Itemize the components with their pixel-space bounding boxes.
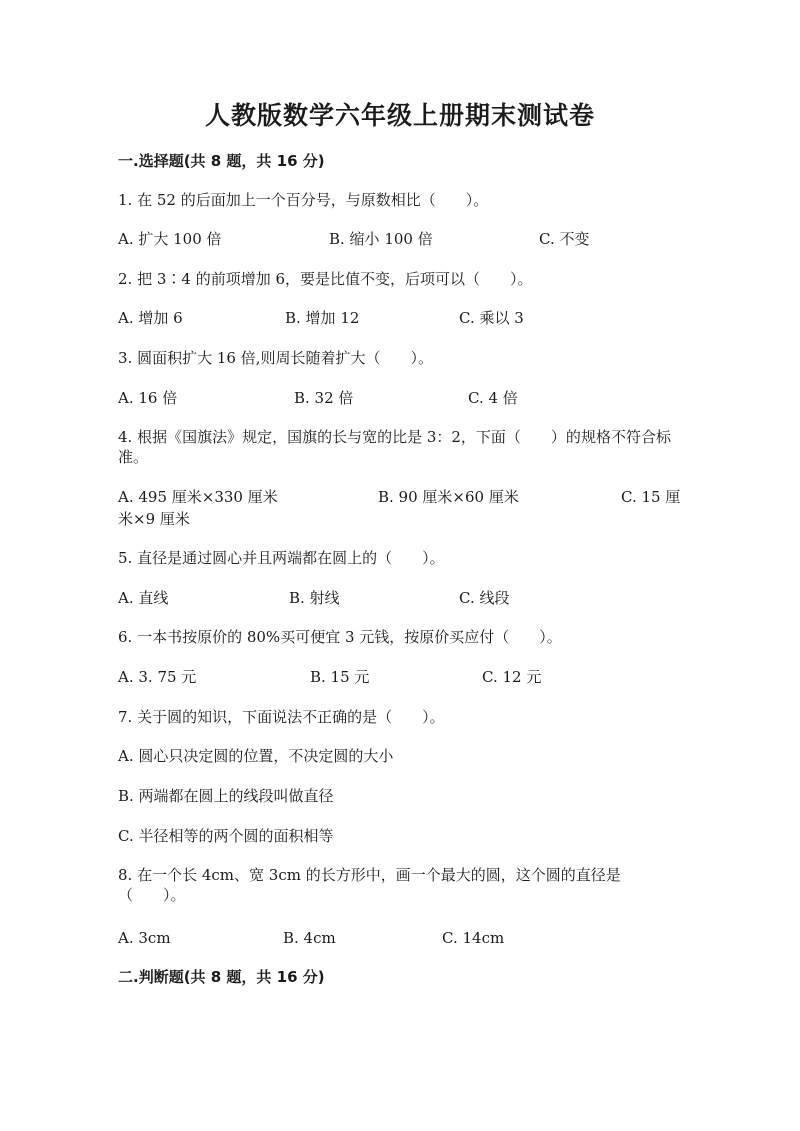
option-a: A. 495 厘米×330 厘米 [118,488,278,506]
question-6: 6. 一本书按原价的 80%买可便宜 3 元钱，按原价买应付（ ）。 [118,628,562,646]
options-1 [118,229,678,251]
section-heading-judgement: 二.判断题(共 8 题，共 16 分) [118,968,325,986]
option-a: A. 圆心只决定圆的位置，不决定圆的大小 [118,747,394,765]
question-2: 2. 把 3∶4 的前项增加 6，要是比值不变，后项可以（ ）。 [118,270,533,288]
option-c-continued: 米×9 厘米 [118,510,190,528]
option-c: C. 不变 [539,230,590,248]
options-7c [118,826,678,848]
page-title: 人教版数学六年级上册期末测试卷 [204,101,595,130]
option-b: B. 增加 12 [285,309,360,327]
option-a: A. 增加 6 [118,309,183,327]
option-b: B. 缩小 100 倍 [329,230,433,248]
option-b: B. 4cm [283,929,336,947]
option-a: A. 3cm [118,929,171,947]
option-c: C. 4 倍 [468,389,518,407]
options-7a [118,746,678,768]
option-c: C. 乘以 3 [459,309,524,327]
question-5: 5. 直径是通过圆心并且两端都在圆上的（ ）。 [118,549,445,567]
option-b: B. 射线 [289,589,340,607]
question-3: 3. 圆面积扩大 16 倍,则周长随着扩大（ ）。 [118,349,433,367]
option-a: A. 直线 [118,589,169,607]
option-b: B. 两端都在圆上的线段叫做直径 [118,787,334,805]
option-c: C. 12 元 [482,668,542,686]
options-4-wrap [118,509,678,531]
question-8: 8. 在一个长 4cm、宽 3cm 的长方形中，画一个最大的圆，这个圆的直径是（ ）。 [118,866,621,904]
option-c: C. 14cm [442,929,505,947]
option-c: C. 半径相等的两个圆的面积相等 [118,827,334,845]
options-7b [118,786,678,808]
option-a: A. 16 倍 [118,389,178,407]
question-1: 1. 在 52 的后面加上一个百分号，与原数相比（ ）。 [118,191,489,209]
options-5 [118,588,678,610]
options-8 [118,928,678,950]
options-6 [118,667,678,689]
option-b: B. 15 元 [310,668,370,686]
section-heading-choice: 一.选择题(共 8 题，共 16 分) [118,152,325,170]
option-a: A. 扩大 100 倍 [118,230,222,248]
options-2 [118,308,678,330]
options-4 [118,487,681,509]
question-7: 7. 关于圆的知识，下面说法不正确的是（ ）。 [118,708,445,726]
option-b: B. 32 倍 [294,389,354,407]
question-4: 4. 根据《国旗法》规定，国旗的长与宽的比是 3：2，下面（ ）的规格不符合标准。 [118,428,671,466]
option-b: B. 90 厘米×60 厘米 [378,488,519,506]
option-c: C. 线段 [459,589,510,607]
option-a: A. 3. 75 元 [118,668,197,686]
options-3 [118,388,678,410]
option-c: C. 15 厘 [621,488,681,506]
